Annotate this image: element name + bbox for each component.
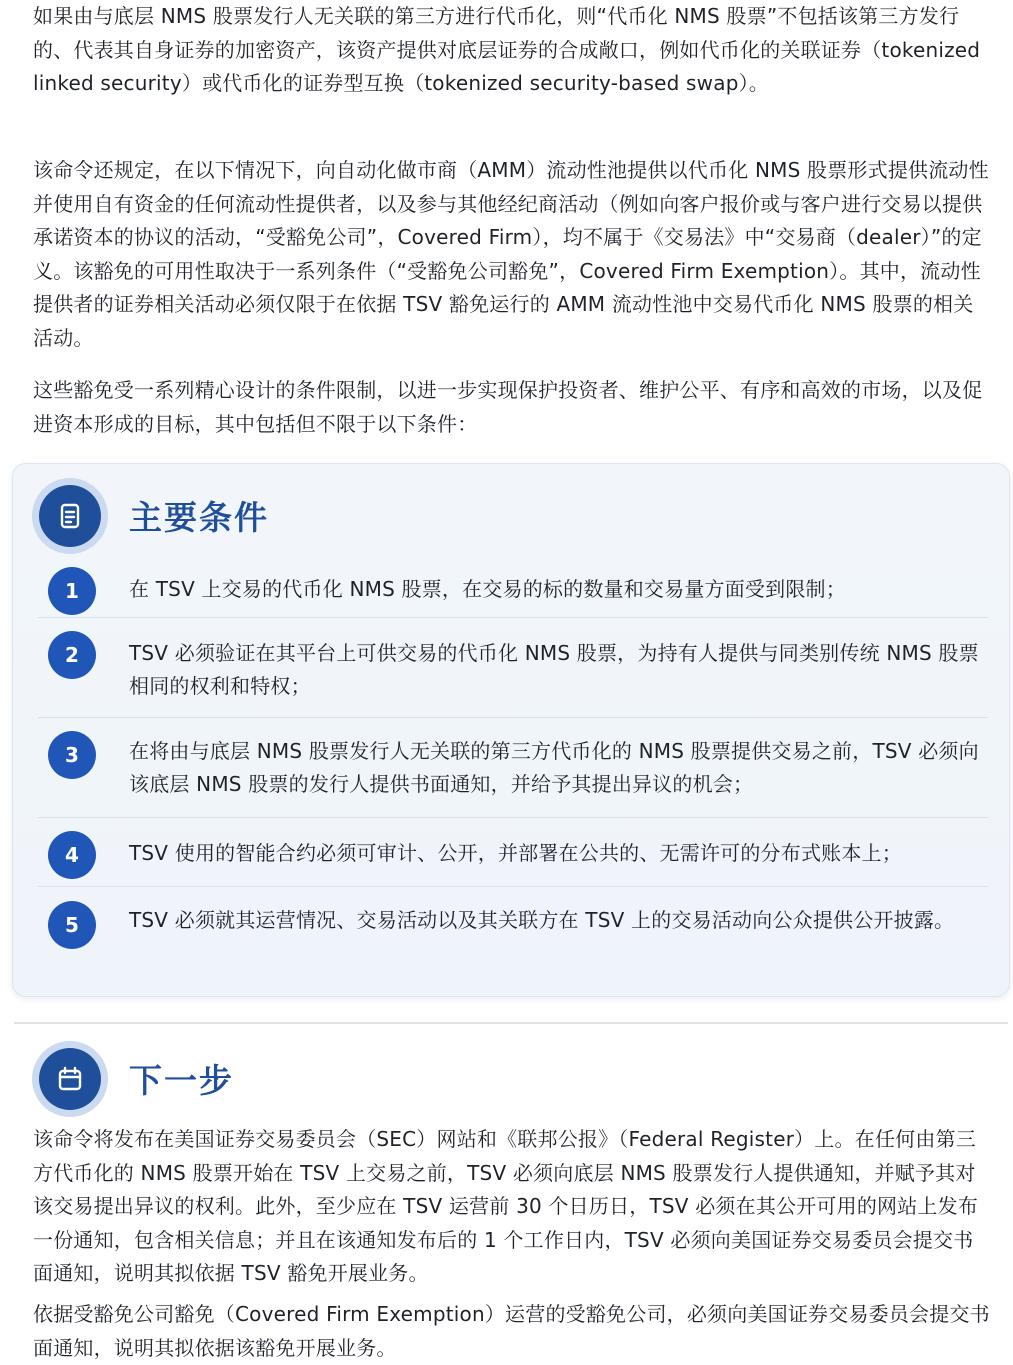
condition-item: [33, 631, 988, 716]
condition-divider: [38, 886, 988, 887]
section-divider: [14, 1022, 1008, 1024]
condition-text: 在 TSV 上交易的代币化 NMS 股票，在交易的标的数量和交易量方面受到限制；: [129, 577, 846, 601]
condition-item: [33, 900, 988, 980]
condition-text: TSV 必须验证在其平台上可供交易的代币化 NMS 股票，为持有人提供与同类别传统 NMS 股票相同的权利和特权；: [129, 641, 979, 698]
condition-item: [33, 731, 988, 816]
calendar-icon: [39, 1048, 101, 1110]
paragraph-conditions-intro: 这些豁免受一系列精心设计的条件限制，以进一步实现保护投资者、维护公平、有序和高效的市场，以及促进资本形成的目标，其中包括但不限于以下条件：: [33, 378, 983, 436]
document-list-icon: [39, 485, 101, 547]
paragraph-next-steps: 该命令将发布在美国证券交易委员会（SEC）网站和《联邦公报》（Federal Register）上。在任何由第三方代币化的 NMS 股票开始在 TSV 上交易之前，TSV 必须向底层 NMS 股票发行人提供通知，并赋予其对该交易提出异议的权利。此外，至少应在 TSV 运营前 30 个日历日，TSV 必须在其公开可用的网站上发布一份通知，包含相关信息；并且在该通知发布后的 1 个工作日内，TSV 必须向美国证券交易委员会提交书面通知，说明其拟依据 TSV 豁免开展业务。: [33, 1127, 979, 1285]
condition-divider: [38, 617, 988, 618]
condition-item: [33, 565, 988, 617]
condition-number: 2: [48, 631, 96, 679]
condition-number: 4: [48, 831, 96, 879]
main-conditions-card: [12, 463, 1010, 997]
paragraph-tokenization-exclusion: 如果由与底层 NMS 股票发行人无关联的第三方进行代币化，则“代币化 NMS 股票”不包括该第三方发行的、代表其自身证券的加密资产，该资产提供对底层证券的合成敞口，例如代币化的关联证券（tokenized linked security）或代币化的证券型互换（tokenized security-based swap）。: [33, 4, 981, 95]
condition-text: TSV 必须就其运营情况、交易活动以及其关联方在 TSV 上的交易活动向公众提供公开披露。: [129, 908, 955, 932]
condition-number: 5: [48, 901, 96, 949]
condition-item: [33, 830, 988, 885]
paragraph-covered-firm: 该命令还规定，在以下情况下，向自动化做市商（AMM）流动性池提供以代币化 NMS 股票形式提供流动性并使用自有资金的任何流动性提供者，以及参与其他经纪商活动（例如向客户报价或与客户进行交易以提供承诺资本的协议的活动，“受豁免公司”，Covered Firm），均不属于《交易法》中“交易商（dealer）”的定义。该豁免的可用性取决于一系列条件（“受豁免公司豁免”，Covered Firm Exemption）。其中，流动性提供者的证券相关活动必须仅限于在依据 TSV 豁免运行的 AMM 流动性池中交易代币化 NMS 股票的相关活动。: [33, 158, 989, 350]
condition-number: 3: [48, 731, 96, 779]
section-title-next-steps: 下一步: [129, 1061, 234, 1100]
condition-text: TSV 使用的智能合约必须可审计、公开，并部署在公共的、无需许可的分布式账本上；: [129, 841, 902, 865]
condition-text: 在将由与底层 NMS 股票发行人无关联的第三方代币化的 NMS 股票提供交易之前，TSV 必须向该底层 NMS 股票的发行人提供书面通知，并给予其提出异议的机会；: [129, 739, 979, 796]
condition-divider: [38, 717, 988, 718]
condition-number: 1: [48, 567, 96, 615]
section-title-main-conditions: 主要条件: [129, 498, 269, 537]
paragraph-covered-firm-notice: 依据受豁免公司豁免（Covered Firm Exemption）运营的受豁免公司，必须向美国证券交易委员会提交书面通知，说明其拟依据该豁免开展业务。: [33, 1302, 990, 1360]
condition-divider: [38, 817, 988, 818]
